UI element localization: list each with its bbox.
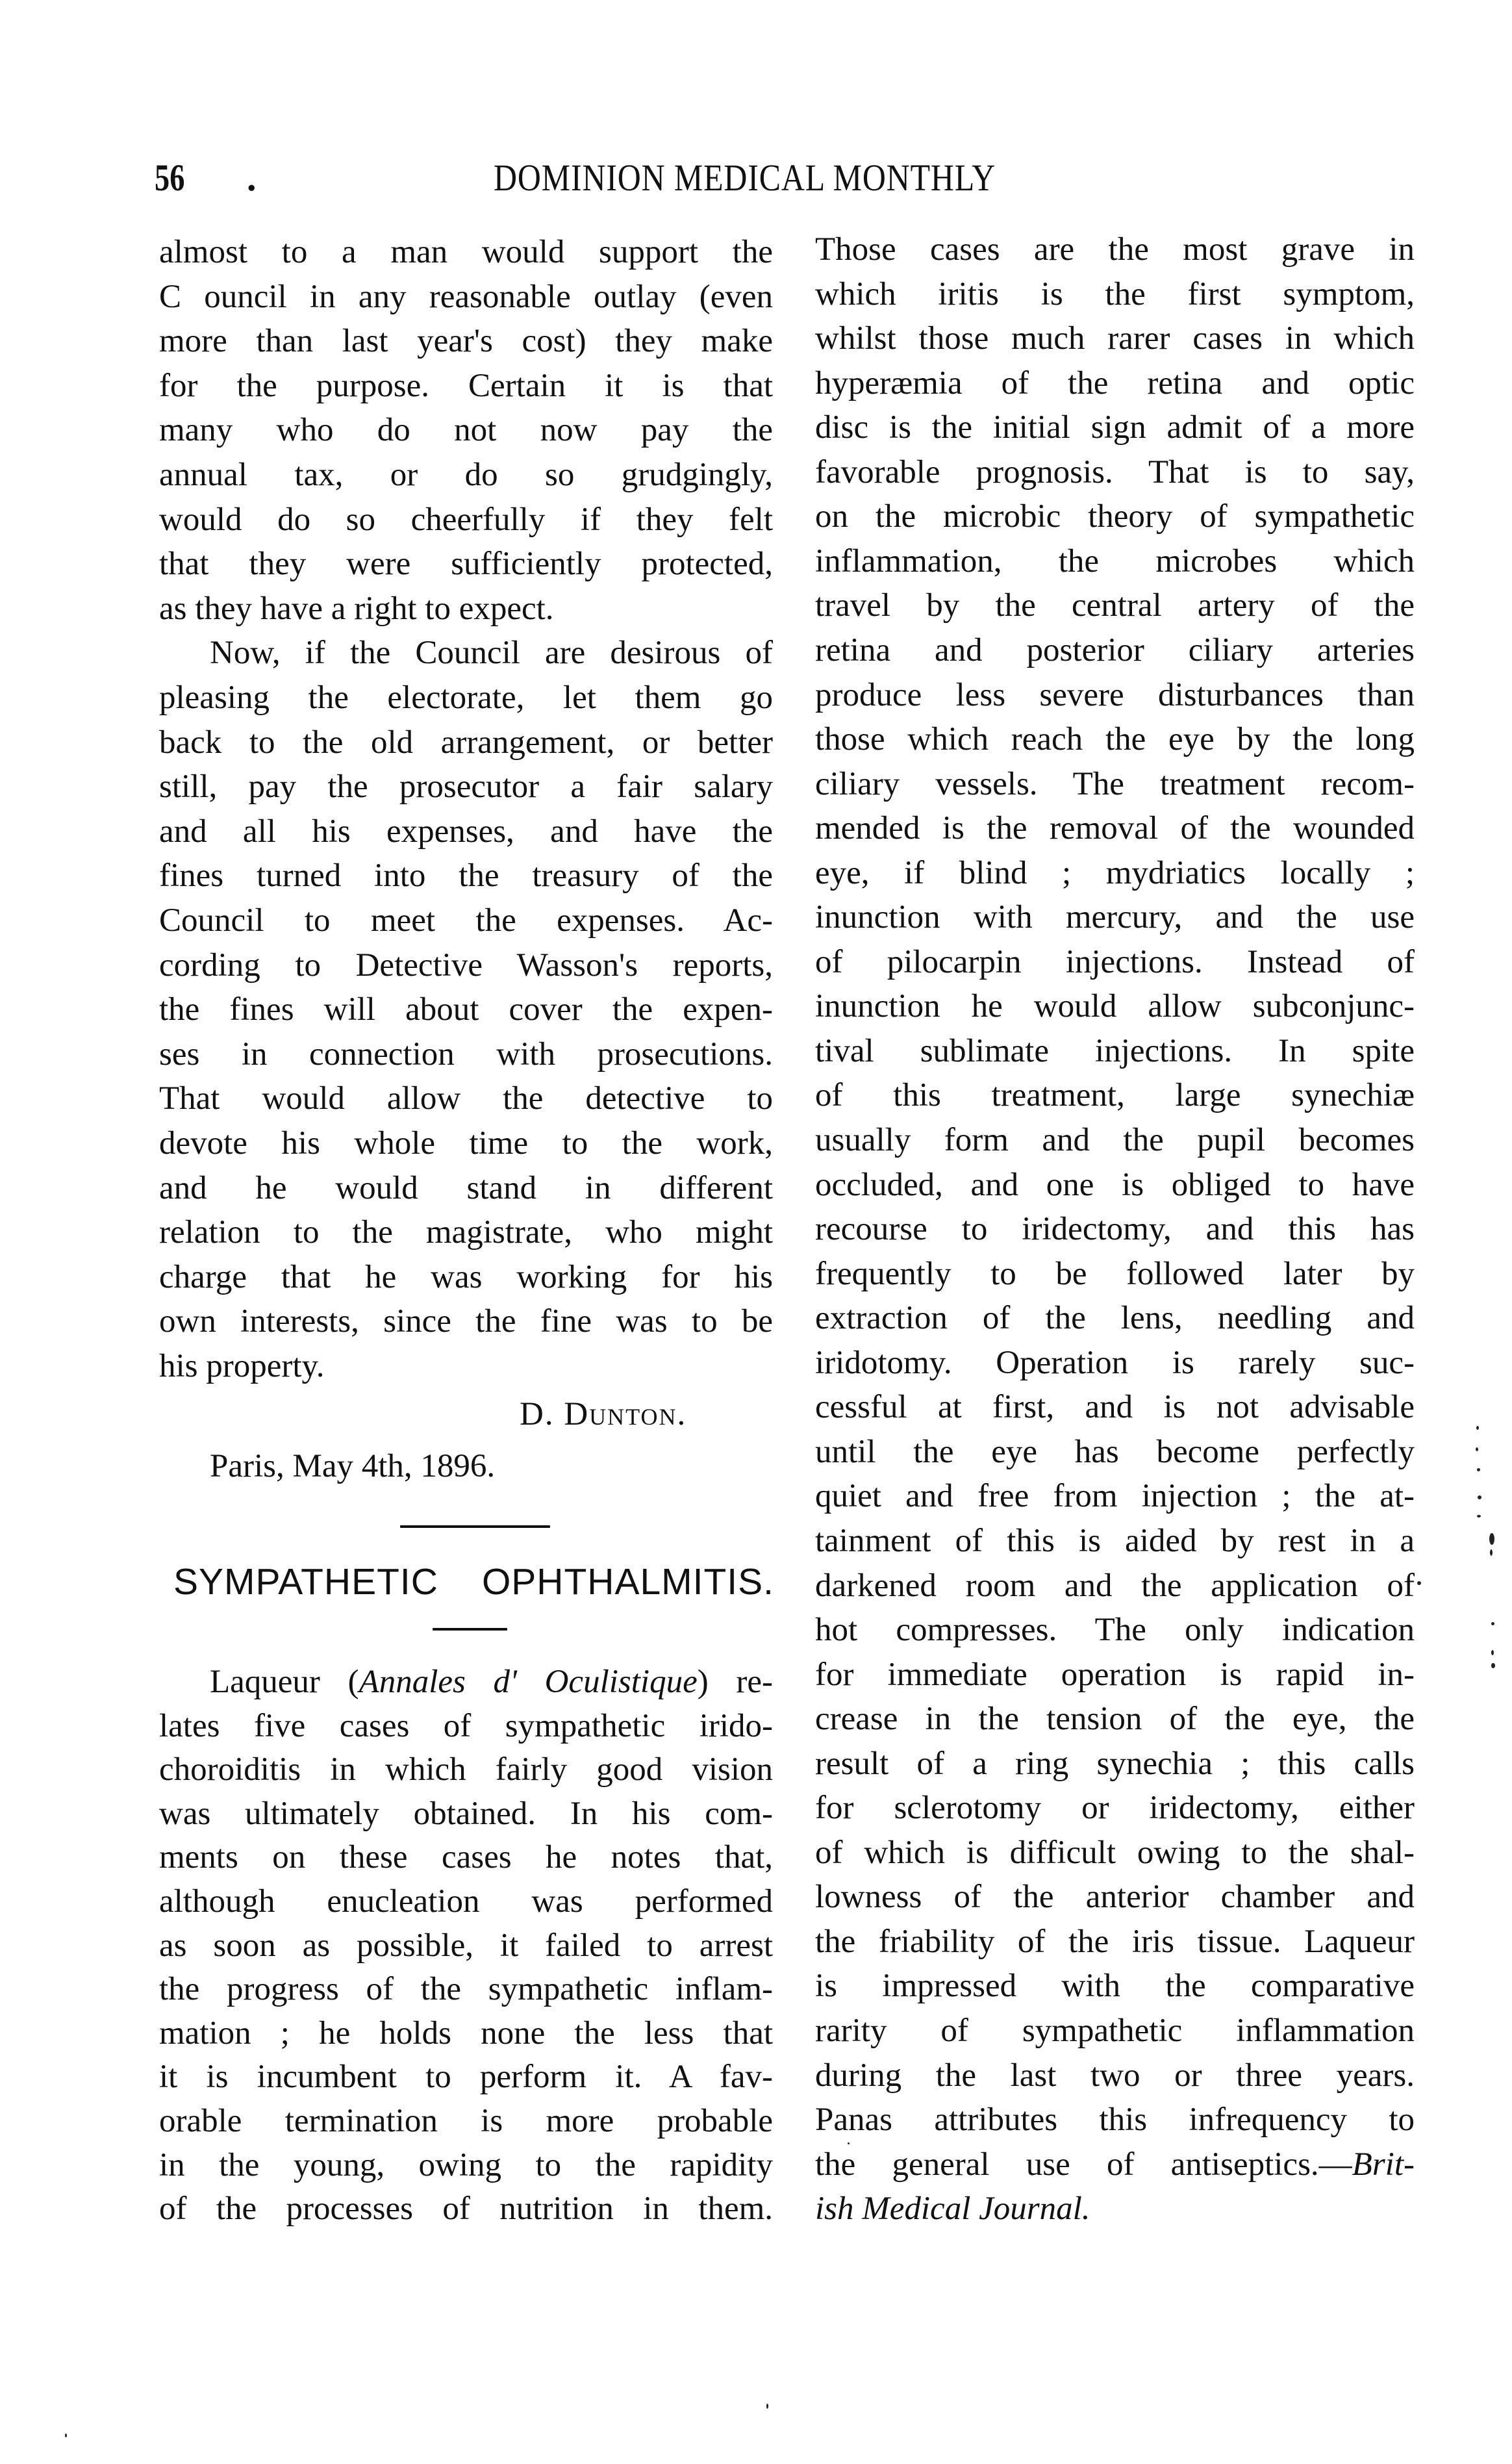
scan-speck [1489,1533,1494,1545]
line-text: hyperæmia of the retina and optic [815,364,1415,401]
line-text: rarity of sympathetic inflammation [815,2013,1415,2049]
italic-citation-text: ish Medical Journal. [815,2191,1090,2228]
scan-speck [1491,1650,1494,1655]
line-text: for sclerotomy or iridectomy, either [815,1790,1415,1827]
article-line [815,1207,1415,1251]
line-text: tival sublimate injections. In spite [815,1032,1415,1069]
article-line [815,361,1415,405]
line-text: lates five cases of sympathetic irido- [159,1707,773,1744]
scan-speck [1417,1581,1421,1585]
letter-dateline: Paris, May 4th, 1896. [210,1448,496,1484]
article-line [815,450,1415,494]
line-text: extraction of the lens, needling and [815,1300,1415,1337]
line-text: own interests, since the fine was to be [159,1303,773,1340]
letter-line [159,1299,773,1343]
letter-line [159,854,773,898]
header-separator: . [247,157,257,199]
line-text: inflammation, the microbes which [815,542,1415,579]
line-text: as they have a right to expect. [159,590,554,627]
line-text: as soon as possible, it failed to arrest [159,1927,773,1964]
article-line [210,1660,773,1704]
line-text: mended is the removal of the wounded [815,810,1415,847]
journal-title: DOMINION MEDICAL MONTHLY [494,157,996,199]
letter-line [159,1255,773,1299]
line-text: usually form and the pupil becomes [815,1122,1415,1158]
article-line [159,2011,773,2055]
letter-line [159,498,773,542]
line-text: on the microbic theory of sympathetic [815,498,1415,535]
article-line [159,2143,773,2187]
page-number: 56 [155,157,185,199]
article-line [815,762,1415,806]
line-text: travel by the central artery of the [815,587,1415,624]
article-line [815,1564,1415,1608]
line-text: and all his expenses, and have the [159,813,773,850]
line-text: during the last two or three years. [815,2057,1415,2094]
letter-line [210,631,773,675]
line-text: Now, if the Council are desirous of [210,635,773,672]
line-text: the fines will about cover the expen- [159,991,773,1028]
line-text: although enucleation was performed [159,1883,773,1920]
line-text: inunction with mercury, and the use [815,899,1415,936]
letter-line [159,275,773,319]
line-text: still, pay the prosecutor a fair salary [159,768,773,806]
line-text: frequently to be followed later by [815,1255,1415,1292]
line-text: C ouncil in any reasonable outlay (even [159,278,773,315]
line-text: the friability of the iris tissue. Laqueur [815,1923,1415,1960]
article-line [815,895,1415,939]
line-text: of which is difficult owing to the shal- [815,1834,1415,1871]
article-line [815,2053,1415,2098]
line-text: more than last year's cost) they make [159,323,773,360]
article-line [159,1792,773,1836]
line-text: eye, if blind ; mydriatics locally ; [815,854,1415,891]
article-line [815,1029,1415,1073]
line-text: it is incumbent to perform it. A fav- [159,2059,773,2096]
line-text: is impressed with the comparative [815,1968,1415,2005]
article-line [815,1875,1415,1919]
article-line [815,1964,1415,2008]
section-divider-rule [400,1525,550,1528]
scan-speck [1490,1549,1493,1556]
line-text: and he would stand in different [159,1169,773,1206]
line-text: fines turned into the treasury of the [159,857,773,895]
article-line [815,316,1415,361]
letter-line [159,587,773,631]
italic-citation-text: Brit- [1352,2146,1415,2183]
line-text: ses in connection with prosecutions. [159,1035,773,1073]
line-text: charge that he was working for his [159,1258,773,1295]
article-line [159,1747,773,1792]
line-text: that they were sufficiently protected, [159,546,773,583]
article-line [815,1073,1415,1117]
line-text: relation to the magistrate, who might [159,1214,773,1251]
letter-line [159,319,773,363]
letter-line [159,809,773,854]
line-text: Council to meet the expenses. Ac- [159,902,773,939]
line-text: annual tax, or do so grudgingly, [159,457,773,493]
line-text: whilst those much rarer cases in which [815,320,1415,357]
letter-line [159,542,773,586]
scan-speck [766,2404,768,2409]
article-line [815,1163,1415,1207]
article-line [815,940,1415,984]
article-line [815,717,1415,761]
line-text: ) re- [697,1664,773,1700]
article-line [815,539,1415,583]
article-line [815,2187,1415,2231]
line-text: ciliary vessels. The treatment recom- [815,765,1415,802]
scan-speck [1478,1495,1481,1499]
line-text: mation ; he holds none the less that [159,2014,773,2051]
line-text: darkened room and the application of [815,1567,1415,1604]
line-text: for the purpose. Certain it is that [159,367,773,404]
line-text: Panas attributes this infrequency to [815,2102,1415,2139]
article-line [815,1118,1415,1162]
line-text: orable termination is more probable [159,2103,773,2139]
line-text: That would allow the detective to [159,1080,773,1117]
line-text: those which reach the eye by the long [815,721,1415,758]
line-text: result of a ring synechia ; this calls [815,1745,1415,1782]
line-text: produce less severe disturbances than [815,676,1415,713]
letter-line [159,230,773,274]
line-text: back to the old arrangement, or better [159,724,773,761]
article-line [815,272,1415,316]
letter-line [159,1121,773,1165]
letter-line [159,1166,773,1210]
line-text: would do so cheerfully if they felt [159,501,773,538]
line-text: cessful at first, and is not advisable [815,1389,1415,1426]
italic-citation-text: Annales d' Oculistique [359,1664,698,1700]
article-line [815,1920,1415,1964]
line-text: crease in the tension of the eye, the [815,1701,1415,1738]
line-text: Laqueur ( [210,1664,359,1700]
letter-line [159,364,773,408]
line-text: disc is the initial sign admit of a more [815,409,1415,446]
letter-line [159,1210,773,1254]
line-text: was ultimately obtained. In his com- [159,1795,773,1832]
letter-line [159,1076,773,1121]
letter-line [159,987,773,1032]
article-line [815,494,1415,539]
article-line [159,1704,773,1748]
letter-line [159,1032,773,1076]
line-text: many who do not now pay the [159,412,773,449]
line-text: until the eye has become perfectly [815,1433,1415,1470]
scan-speck [1491,1622,1494,1625]
line-text: the general use of antiseptics.— [815,2146,1352,2183]
line-text: cording to Detective Wasson's reports, [159,946,773,984]
letter-line [159,676,773,720]
article-line [159,2187,773,2231]
article-line [815,984,1415,1028]
line-text: Those cases are the most grave in [815,231,1415,268]
article-line [815,2009,1415,2053]
line-text: tainment of this is aided by rest in a [815,1522,1415,1559]
letter-line [159,720,773,765]
line-text: favorable prognosis. That is to say, [815,453,1415,490]
line-text: the progress of the sympathetic inflam- [159,1971,773,2008]
article-line [159,2055,773,2099]
line-text: of pilocarpin injections. Instead of [815,943,1415,980]
article-line [815,851,1415,895]
heading-underline-rule [433,1628,507,1631]
article-line [159,1879,773,1924]
line-text: his property. [159,1348,325,1384]
line-text: retina and posterior ciliary arteries [815,631,1415,668]
line-text: devote his whole time to the work, [159,1125,773,1162]
line-text: of this treatment, large synechiæ [815,1077,1415,1114]
line-text: in the young, owing to the rapidity [159,2146,773,2183]
article-line [815,1608,1415,1652]
letter-line [159,453,773,497]
scan-speck [65,2433,67,2437]
scan-speck [1491,1663,1495,1668]
scan-speck [1476,1447,1478,1451]
scan-speck [1477,1515,1481,1518]
article-line [815,1252,1415,1296]
article-line [815,1519,1415,1563]
line-text: hot compresses. The only indication [815,1612,1415,1649]
article-line [815,628,1415,672]
article-line [815,1831,1415,1875]
article-line [815,1474,1415,1518]
scan-speck [1476,1426,1479,1430]
article-line [815,1341,1415,1385]
article-line [159,1835,773,1879]
article-line [159,1967,773,2011]
line-text: which iritis is the first symptom, [815,275,1415,312]
line-text: for immediate operation is rapid in- [815,1656,1415,1693]
article-line [159,1924,773,1968]
letter-line [159,943,773,987]
article-line [815,1296,1415,1340]
line-text: choroiditis in which fairly good vision [159,1751,773,1788]
article-line [815,227,1415,272]
letter-line [159,898,773,943]
line-text: occluded, and one is obliged to have [815,1166,1415,1203]
article-line [815,806,1415,850]
letter-line [159,765,773,809]
article-line [815,1742,1415,1786]
letter-line [159,1344,773,1388]
article-line [815,405,1415,450]
line-text: iridotomy. Operation is rarely suc- [815,1344,1415,1381]
line-text: inunction he would allow subconjunc- [815,988,1415,1025]
article-line [815,1786,1415,1830]
article-line [815,2142,1415,2187]
article-line [815,1653,1415,1697]
line-text: lowness of the anterior chamber and [815,1879,1415,1916]
line-text: almost to a man would support the [159,234,773,270]
article-line [815,583,1415,628]
article-line [815,673,1415,717]
section-heading: SYMPATHETIC OPHTHALMITIS. [173,1561,774,1603]
letter-signature: D. Dunton. [520,1396,687,1432]
running-head [0,159,1512,197]
article-line [815,1385,1415,1429]
letter-line [159,408,773,452]
scan-speck [1477,1468,1480,1471]
line-text: recourse to iridectomy, and this has [815,1211,1415,1248]
line-text: of the processes of nutrition in them. [159,2191,773,2228]
article-line [815,2098,1415,2142]
line-text: ments on these cases he notes that, [159,1839,773,1876]
article-line [815,1697,1415,1741]
line-text: pleasing the electorate, let them go [159,680,773,716]
article-line [815,1430,1415,1474]
article-line [159,2099,773,2143]
line-text: quiet and free from injection ; the at- [815,1478,1415,1515]
scan-speck [848,2142,850,2144]
